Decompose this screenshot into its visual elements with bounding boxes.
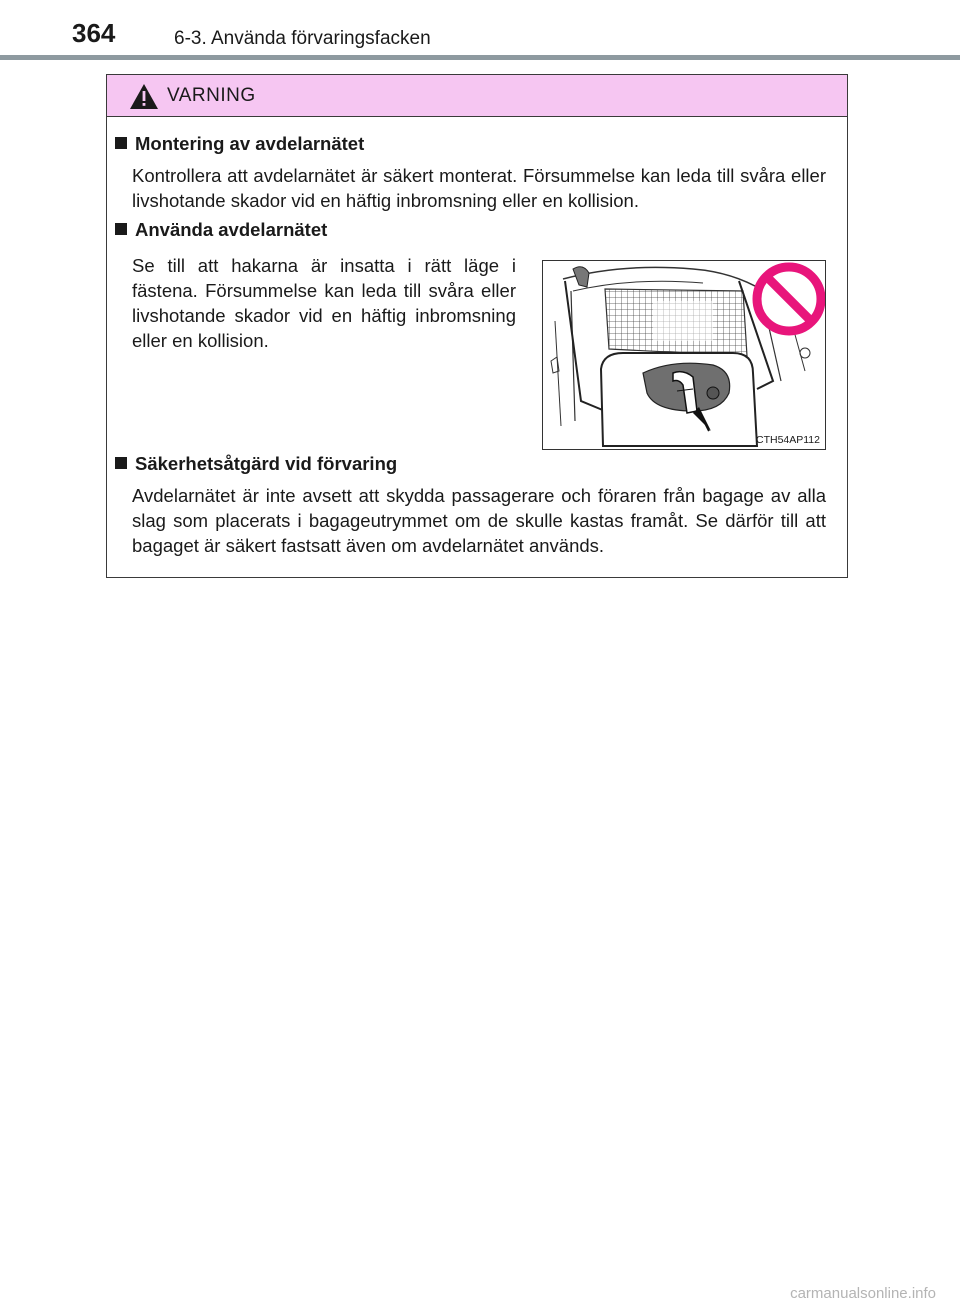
warning-triangle-icon [129,83,159,110]
warning-header [107,75,847,117]
square-bullet-icon [115,137,127,149]
square-bullet-icon [115,223,127,235]
item-heading-anvanda: Använda avdelarnätet [115,219,327,241]
item-text-anvanda: Se till att hakarna är insatta i rätt läge i fästena. Försummelse kan leda till svåra eller livshotande skador vid en häftig inbromsning eller en kollision. [132,255,516,351]
square-bullet-icon [115,457,127,469]
warning-label: VARNING [167,85,256,106]
prohibition-icon [757,267,821,331]
section-title: 6-3. Använda förvaringsfacken [174,28,431,49]
net-hook-illustration [542,260,826,450]
watermark: carmanualsonline.info [790,1285,936,1302]
figure-code: CTH54AP112 [755,434,820,446]
item-heading-montering: Montering av avdelarnätet [115,133,364,155]
item-heading-sakerhet: Säkerhetsåtgärd vid förvaring [115,453,397,475]
header-divider [0,55,960,60]
cargo-net-drawing [543,261,826,450]
page-number: 364 [72,18,116,48]
warning-box [106,74,848,578]
item-text-sakerhet: Avdelarnätet är inte avsett att skydda passagerare och föraren från bagage av alla slag som placerats i bagageutrymmet om de skulle kastas framåt. Se därför till att bagaget är säkert fastsatt även om avdelarnätet används. [132,485,826,556]
page-header [0,0,960,60]
item-text-montering: Kontrollera att avdelarnätet är säkert monterat. Försummelse kan leda till svåra eller livshotande skador vid en häftig inbromsning eller en kollision. [132,165,826,211]
